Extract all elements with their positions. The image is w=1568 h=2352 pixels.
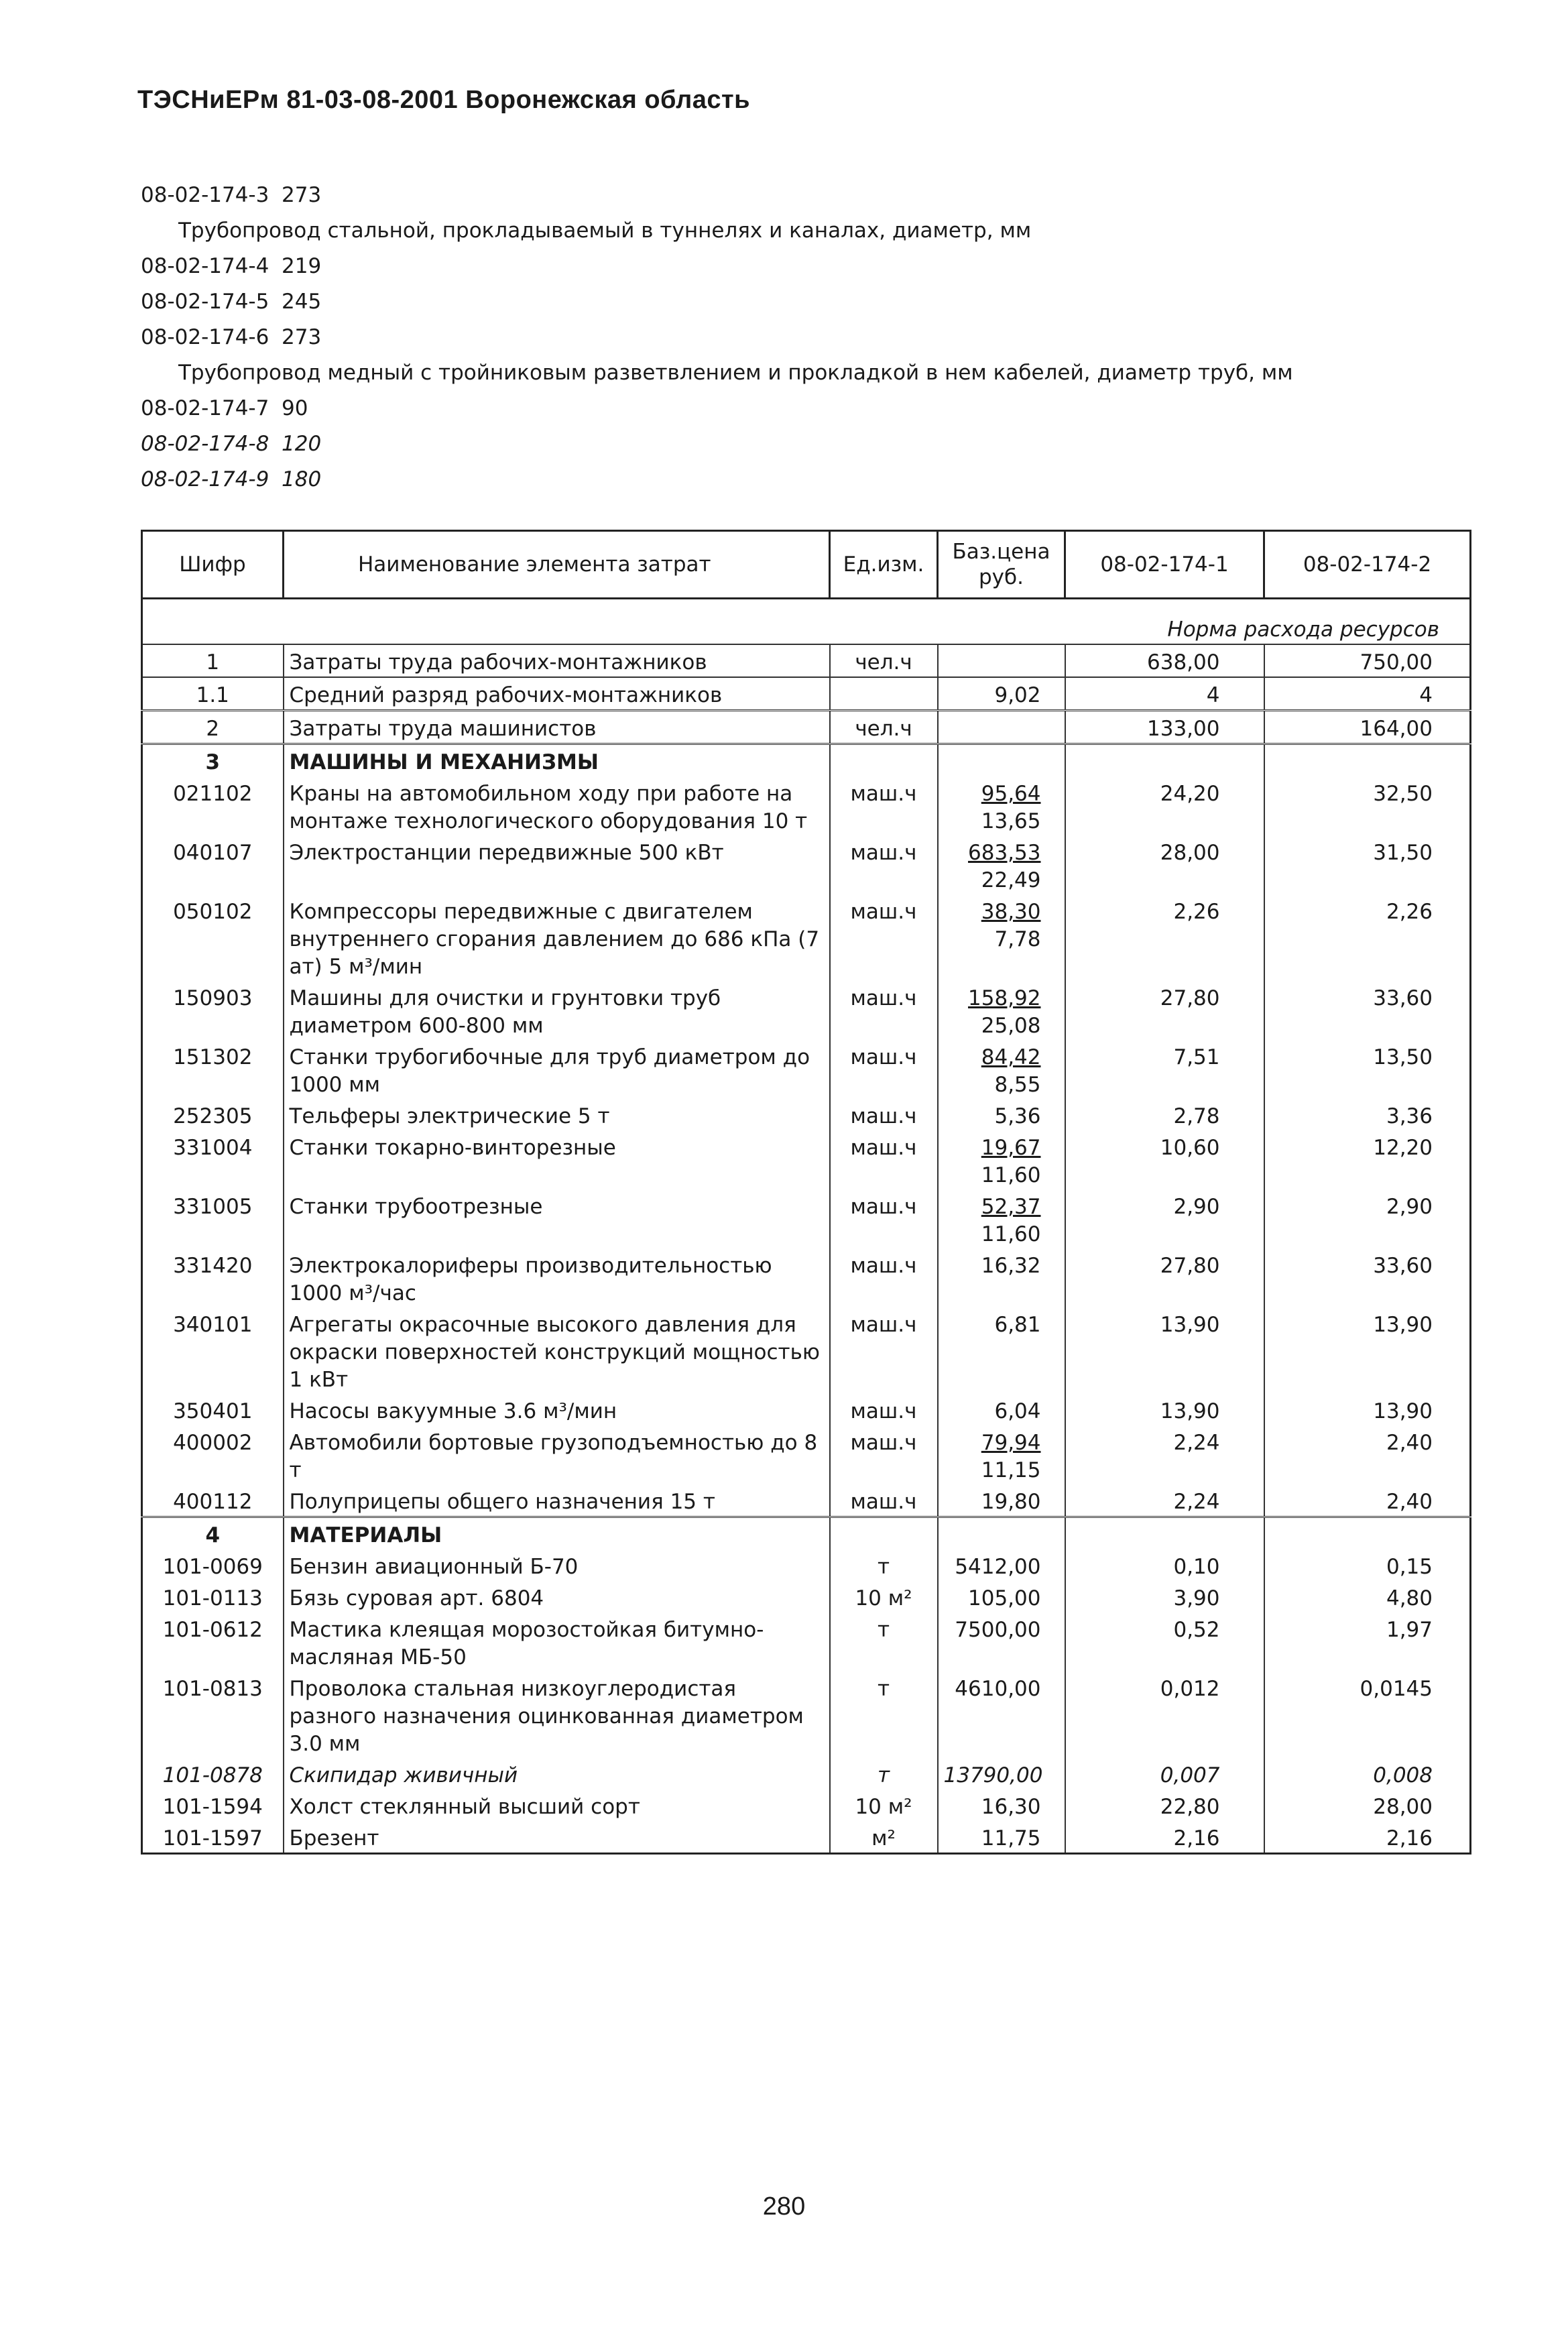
cell-norm-1: 0,007 [1065, 1758, 1264, 1789]
price-secondary: 25,08 [981, 1014, 1041, 1038]
table-row [142, 1189, 1471, 1248]
cell-price: 16,30 [938, 1789, 1065, 1821]
code-list-value: 273 [282, 183, 322, 207]
cell-unit: маш.ч [830, 1130, 938, 1189]
cell-norm-2: 28,00 [1264, 1789, 1471, 1821]
cell-unit: маш.ч [830, 1248, 938, 1307]
cell-price: 7500,00 [938, 1612, 1065, 1671]
code-list-code: 08-02-174-7 [141, 396, 269, 420]
cell-unit: маш.ч [830, 894, 938, 981]
cell-unit: м² [830, 1821, 938, 1854]
code-list-code: 08-02-174-4 [141, 254, 269, 278]
cell-price [938, 1040, 1065, 1099]
table-row [142, 1581, 1471, 1612]
code-list-item [141, 249, 1293, 284]
cell-price [938, 894, 1065, 981]
cell-name: МАТЕРИАЛЫ [284, 1517, 830, 1550]
cell-norm-1: 133,00 [1065, 711, 1264, 744]
table-row [142, 1484, 1471, 1517]
cell-price [938, 1517, 1065, 1550]
cell-code: 4 [142, 1517, 284, 1550]
cell-code: 101-1597 [142, 1821, 284, 1854]
cell-norm-2: 3,36 [1264, 1099, 1471, 1130]
cell-name: Брезент [284, 1821, 830, 1854]
cell-norm-2: 33,60 [1264, 1248, 1471, 1307]
code-list-item [141, 462, 1293, 497]
table-row [142, 1821, 1471, 1854]
cell-code: 101-0878 [142, 1758, 284, 1789]
table-row [142, 711, 1471, 744]
code-list-item [141, 178, 1293, 213]
table-row [142, 1425, 1471, 1484]
cell-price: 5412,00 [938, 1549, 1065, 1581]
code-list-value: 120 [282, 432, 322, 456]
cell-norm-2: 0,0145 [1264, 1671, 1471, 1758]
resource-table [141, 530, 1471, 1855]
code-list-code: 08-02-174-3 [141, 183, 269, 207]
table-row [142, 1130, 1471, 1189]
cell-code: 101-0113 [142, 1581, 284, 1612]
cell-code: 331420 [142, 1248, 284, 1307]
cell-norm-1: 2,24 [1065, 1484, 1264, 1517]
col-header-norm-2: 08-02-174-2 [1264, 531, 1471, 599]
cell-norm-1: 638,00 [1065, 644, 1264, 677]
cell-unit [830, 744, 938, 777]
cell-norm-2: 13,90 [1264, 1307, 1471, 1394]
table-row [142, 776, 1471, 835]
col-header-code: Шифр [142, 531, 284, 599]
cell-norm-2: 4 [1264, 677, 1471, 711]
code-list [141, 178, 1293, 497]
cell-norm-1: 2,16 [1065, 1821, 1264, 1854]
code-list-heading: Трубопровод медный с тройниковым разветвлением и прокладкой в нем кабелей, диаметр труб, мм [178, 361, 1293, 385]
code-list-value: 90 [282, 396, 308, 420]
cell-unit: маш.ч [830, 1307, 938, 1394]
cell-price [938, 776, 1065, 835]
price-secondary: 7,78 [994, 927, 1041, 951]
price-secondary: 22,49 [981, 868, 1041, 892]
table-row [142, 677, 1471, 711]
cell-price: 16,32 [938, 1248, 1065, 1307]
cell-norm-2: 2,40 [1264, 1425, 1471, 1484]
col-header-name: Наименование элемента затрат [284, 531, 830, 599]
price-main: 84,42 [981, 1045, 1041, 1069]
cell-code: 340101 [142, 1307, 284, 1394]
cell-norm-2: 13,50 [1264, 1040, 1471, 1099]
table-header-row [142, 531, 1471, 599]
cell-unit: 10 м² [830, 1789, 938, 1821]
cell-unit [830, 677, 938, 711]
cell-norm-2 [1264, 744, 1471, 777]
cell-norm-2: 2,40 [1264, 1484, 1471, 1517]
cell-price [938, 1425, 1065, 1484]
table-row [142, 1099, 1471, 1130]
cell-code: 331005 [142, 1189, 284, 1248]
cell-code: 150903 [142, 981, 284, 1040]
cell-unit: 10 м² [830, 1581, 938, 1612]
cell-name: Машины для очистки и грунтовки труб диаметром 600-800 мм [284, 981, 830, 1040]
cell-norm-2: 4,80 [1264, 1581, 1471, 1612]
code-list-code: 08-02-174-5 [141, 290, 269, 314]
table-row [142, 1307, 1471, 1394]
cell-norm-1: 0,10 [1065, 1549, 1264, 1581]
cell-norm-1: 2,90 [1065, 1189, 1264, 1248]
price-main: 683,53 [968, 841, 1041, 865]
cell-unit: маш.ч [830, 1484, 938, 1517]
price-main: 95,64 [981, 782, 1041, 806]
price-main: 19,67 [981, 1136, 1041, 1160]
cell-price: 9,02 [938, 677, 1065, 711]
code-list-item [141, 426, 1293, 462]
table-row [142, 981, 1471, 1040]
cell-unit: маш.ч [830, 1099, 938, 1130]
cell-name: Электрокалориферы производительностью 1000 м³/час [284, 1248, 830, 1307]
cell-unit: т [830, 1671, 938, 1758]
cell-norm-1: 3,90 [1065, 1581, 1264, 1612]
cell-name: Тельферы электрические 5 т [284, 1099, 830, 1130]
cell-norm-1 [1065, 744, 1264, 777]
cell-code: 101-0069 [142, 1549, 284, 1581]
cell-norm-1: 2,24 [1065, 1425, 1264, 1484]
cell-name: Затраты труда машинистов [284, 711, 830, 744]
cell-code: 252305 [142, 1099, 284, 1130]
cell-norm-2: 2,26 [1264, 894, 1471, 981]
cell-code: 021102 [142, 776, 284, 835]
cell-code: 151302 [142, 1040, 284, 1099]
code-list-code: 08-02-174-9 [141, 467, 269, 491]
cell-norm-1: 2,78 [1065, 1099, 1264, 1130]
cell-name: Бязь суровая арт. 6804 [284, 1581, 830, 1612]
price-secondary: 13,65 [981, 809, 1041, 833]
price-secondary: 11,60 [981, 1163, 1041, 1187]
cell-norm-1: 24,20 [1065, 776, 1264, 835]
cell-name: Затраты труда рабочих-монтажников [284, 644, 830, 677]
table-row [142, 1671, 1471, 1758]
cell-price [938, 744, 1065, 777]
table-row [142, 644, 1471, 677]
cell-price [938, 711, 1065, 744]
cell-code: 400002 [142, 1425, 284, 1484]
cell-unit: чел.ч [830, 711, 938, 744]
cell-name: Мастика клеящая морозостойкая битумно-масляная МБ-50 [284, 1612, 830, 1671]
cell-code: 400112 [142, 1484, 284, 1517]
table-row [142, 835, 1471, 894]
cell-name: Насосы вакуумные 3.6 м³/мин [284, 1394, 830, 1425]
col-header-unit: Ед.изм. [830, 531, 938, 599]
cell-unit: маш.ч [830, 1425, 938, 1484]
price-main: 38,30 [981, 900, 1041, 924]
cell-unit: маш.ч [830, 1394, 938, 1425]
code-list-code: 08-02-174-8 [141, 432, 269, 456]
norma-label: Норма расхода ресурсов [142, 599, 1471, 645]
price-secondary: 11,15 [981, 1458, 1041, 1482]
price-main: 79,94 [981, 1431, 1041, 1455]
cell-name: Агрегаты окрасочные высокого давления для окраски поверхностей конструкций мощностью 1 кВт [284, 1307, 830, 1394]
cell-price: 5,36 [938, 1099, 1065, 1130]
cell-price: 6,04 [938, 1394, 1065, 1425]
cell-price: 6,81 [938, 1307, 1065, 1394]
cell-norm-2 [1264, 1517, 1471, 1550]
table-row [142, 1789, 1471, 1821]
cell-name: Автомобили бортовые грузоподъемностью до 8 т [284, 1425, 830, 1484]
norma-row [142, 599, 1471, 645]
cell-norm-1: 28,00 [1065, 835, 1264, 894]
cell-price [938, 644, 1065, 677]
cell-unit: маш.ч [830, 1040, 938, 1099]
table-row [142, 1040, 1471, 1099]
cell-norm-2: 164,00 [1264, 711, 1471, 744]
price-secondary: 11,60 [981, 1222, 1041, 1246]
cell-code: 350401 [142, 1394, 284, 1425]
cell-name: Бензин авиационный Б-70 [284, 1549, 830, 1581]
price-main: 52,37 [981, 1195, 1041, 1219]
page-number: 280 [762, 2192, 806, 2221]
cell-unit [830, 1517, 938, 1550]
cell-norm-1: 0,012 [1065, 1671, 1264, 1758]
cell-price [938, 1130, 1065, 1189]
cell-name: Электростанции передвижные 500 кВт [284, 835, 830, 894]
code-list-code: 08-02-174-6 [141, 325, 269, 349]
code-list-value: 273 [282, 325, 322, 349]
cell-unit: т [830, 1758, 938, 1789]
cell-code: 3 [142, 744, 284, 777]
table-row [142, 1758, 1471, 1789]
table-row [142, 1248, 1471, 1307]
cell-price: 13790,00 [938, 1758, 1065, 1789]
cell-unit: маш.ч [830, 1189, 938, 1248]
cell-name: Станки трубогибочные для труб диаметром до 1000 мм [284, 1040, 830, 1099]
cell-norm-1: 27,80 [1065, 1248, 1264, 1307]
cell-code: 040107 [142, 835, 284, 894]
code-list-value: 180 [282, 467, 322, 491]
cell-code: 101-0813 [142, 1671, 284, 1758]
cell-price: 11,75 [938, 1821, 1065, 1854]
cell-name: Станки трубоотрезные [284, 1189, 830, 1248]
code-list-value: 245 [282, 290, 322, 314]
price-secondary: 8,55 [994, 1073, 1041, 1097]
cell-code: 2 [142, 711, 284, 744]
cell-name: Скипидар живичный [284, 1758, 830, 1789]
cell-norm-2: 32,50 [1264, 776, 1471, 835]
cell-code: 1.1 [142, 677, 284, 711]
cell-norm-2: 31,50 [1264, 835, 1471, 894]
cell-norm-2: 2,90 [1264, 1189, 1471, 1248]
cell-norm-2: 750,00 [1264, 644, 1471, 677]
cell-unit: чел.ч [830, 644, 938, 677]
cell-name: Холст стеклянный высший сорт [284, 1789, 830, 1821]
cell-norm-1: 13,90 [1065, 1307, 1264, 1394]
cell-norm-1: 13,90 [1065, 1394, 1264, 1425]
cell-code: 050102 [142, 894, 284, 981]
table-row [142, 744, 1471, 777]
cell-code: 1 [142, 644, 284, 677]
code-list-value: 219 [282, 254, 322, 278]
cell-unit: маш.ч [830, 981, 938, 1040]
cell-code: 331004 [142, 1130, 284, 1189]
code-list-item [141, 320, 1293, 355]
cell-price [938, 981, 1065, 1040]
cell-norm-2: 13,90 [1264, 1394, 1471, 1425]
cell-price: 105,00 [938, 1581, 1065, 1612]
cell-norm-1: 7,51 [1065, 1040, 1264, 1099]
cell-code: 101-1594 [142, 1789, 284, 1821]
cell-norm-1: 27,80 [1065, 981, 1264, 1040]
cell-norm-1: 0,52 [1065, 1612, 1264, 1671]
cell-unit: т [830, 1549, 938, 1581]
cell-norm-2: 0,008 [1264, 1758, 1471, 1789]
cell-name: Станки токарно-винторезные [284, 1130, 830, 1189]
col-header-price: Баз.цена руб. [938, 531, 1065, 599]
document-header: ТЭСНиЕРм 81-03-08-2001 Воронежская область [137, 86, 750, 114]
cell-norm-1: 4 [1065, 677, 1264, 711]
col-header-norm-1: 08-02-174-1 [1065, 531, 1264, 599]
code-list-item [141, 391, 1293, 426]
cell-name: Компрессоры передвижные с двигателем внутреннего сгорания давлением до 686 кПа (7 ат) 5 м³/мин [284, 894, 830, 981]
cell-name: Средний разряд рабочих-монтажников [284, 677, 830, 711]
table-row [142, 1549, 1471, 1581]
cell-price [938, 835, 1065, 894]
cell-price: 4610,00 [938, 1671, 1065, 1758]
cell-norm-2: 33,60 [1264, 981, 1471, 1040]
cell-norm-2: 2,16 [1264, 1821, 1471, 1854]
code-list-heading: Трубопровод стальной, прокладываемый в туннелях и каналах, диаметр, мм [178, 219, 1032, 243]
cell-norm-1 [1065, 1517, 1264, 1550]
cell-name: Краны на автомобильном ходу при работе на монтаже технологического оборудования 10 т [284, 776, 830, 835]
cell-price: 19,80 [938, 1484, 1065, 1517]
cell-unit: маш.ч [830, 835, 938, 894]
cell-unit: маш.ч [830, 776, 938, 835]
cell-norm-1: 22,80 [1065, 1789, 1264, 1821]
cell-norm-2: 1,97 [1264, 1612, 1471, 1671]
cell-price [938, 1189, 1065, 1248]
table-row [142, 1517, 1471, 1550]
table-row [142, 894, 1471, 981]
cell-name: Проволока стальная низкоуглеродистая разного назначения оцинкованная диаметром 3.0 мм [284, 1671, 830, 1758]
price-main: 158,92 [968, 986, 1041, 1010]
cell-name: МАШИНЫ И МЕХАНИЗМЫ [284, 744, 830, 777]
table-row [142, 1394, 1471, 1425]
cell-norm-1: 10,60 [1065, 1130, 1264, 1189]
cell-norm-2: 12,20 [1264, 1130, 1471, 1189]
cell-norm-2: 0,15 [1264, 1549, 1471, 1581]
cell-norm-1: 2,26 [1065, 894, 1264, 981]
table-row [142, 1612, 1471, 1671]
cell-name: Полуприцепы общего назначения 15 т [284, 1484, 830, 1517]
code-list-item [141, 284, 1293, 320]
cell-code: 101-0612 [142, 1612, 284, 1671]
cell-unit: т [830, 1612, 938, 1671]
